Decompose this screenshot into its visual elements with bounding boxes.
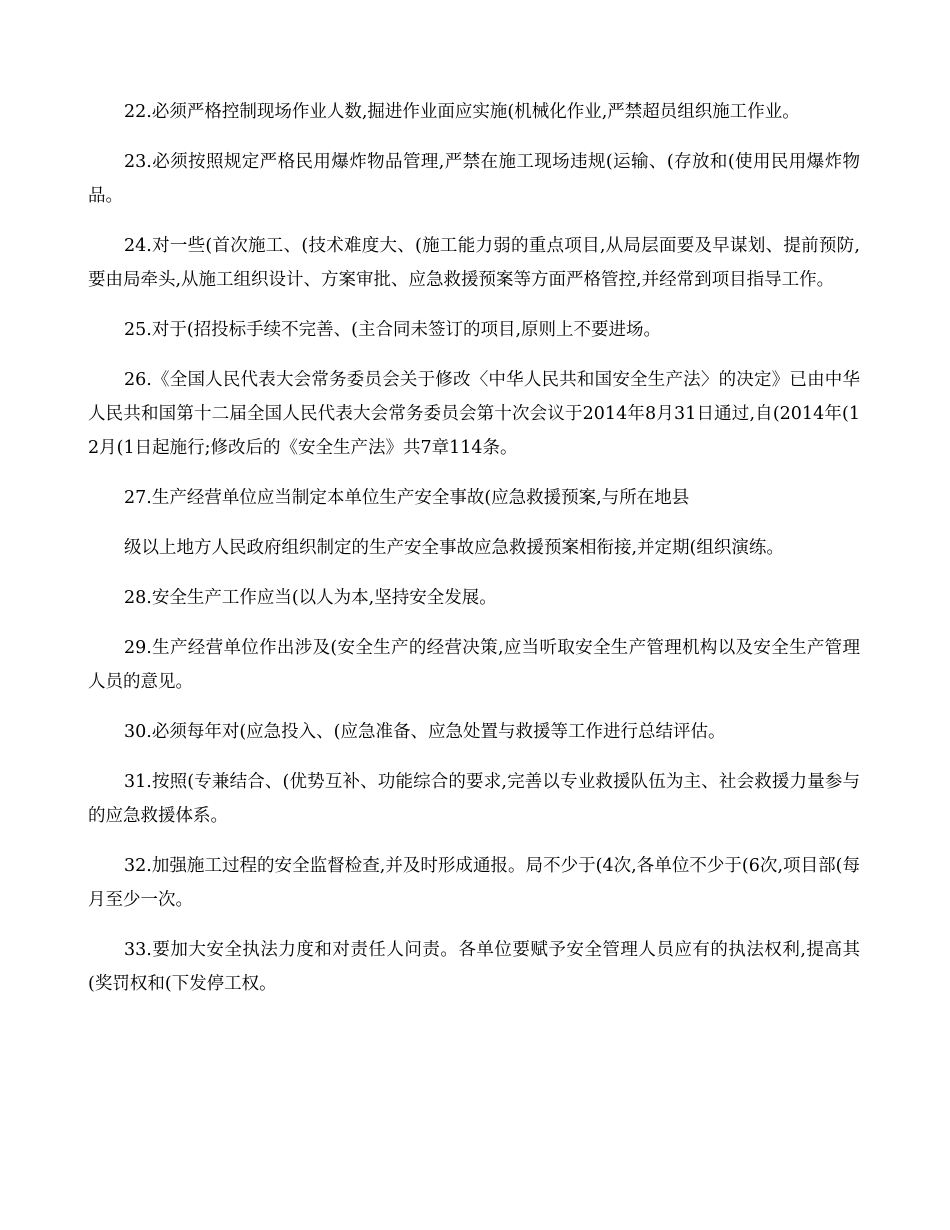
paragraph-25: 25.对于(招投标手续不完善、(主合同未签订的项目,原则上不要进场。 <box>124 320 662 340</box>
paragraph-27-continued: 级以上地方人民政府组织制定的生产安全事故应急救援预案相衔接,并定期(组织演练。 <box>124 538 784 558</box>
paragraph-26: 26.《全国人民代表大会常务委员会关于修改〈中华人民共和国安全生产法〉的决定》已由中华人民共和国第十二届全国人民代表大会常务委员会第十次会议于2014年8月31日通过,自(2014年(12月(1日起施行;修改后的《安全生产法》共7章114条。 <box>88 370 860 458</box>
document-body <box>88 95 860 1017</box>
paragraph-28: 28.安全生产工作应当(以人为本,坚持安全发展。 <box>124 588 497 608</box>
paragraph-22: 22.必须严格控制现场作业人数,掘进作业面应实施(机械化作业,严禁超员组织施工作业。 <box>124 102 800 122</box>
paragraph-33: 33.要加大安全执法力度和对责任人问责。各单位要赋予安全管理人员应有的执法权利,提高其(奖罚权和(下发停工权。 <box>88 940 860 994</box>
paragraph-29: 29.生产经营单位作出涉及(安全生产的经营决策,应当听取安全生产管理机构以及安全生产管理人员的意见。 <box>88 638 860 692</box>
paragraph-30: 30.必须每年对(应急投入、(应急准备、应急处置与救援等工作进行总结评估。 <box>124 722 726 742</box>
paragraph-32: 32.加强施工过程的安全监督检查,并及时形成通报。局不少于(4次,各单位不少于(6次,项目部(每月至少一次。 <box>88 856 860 910</box>
paragraph-24: 24.对一些(首次施工、(技术难度大、(施工能力弱的重点项目,从局层面要及早谋划、提前预防,要由局牵头,从施工组织设计、方案审批、应急救援预案等方面严格管控,并经常到项目指导工作。 <box>88 236 860 290</box>
paragraph-31: 31.按照(专兼结合、(优势互补、功能综合的要求,完善以专业救援队伍为主、社会救援力量参与的应急救援体系。 <box>88 772 860 826</box>
paragraph-27: 27.生产经营单位应当制定本单位生产安全事故(应急救援预案,与所在地县 <box>124 488 690 508</box>
paragraph-23: 23.必须按照规定严格民用爆炸物品管理,严禁在施工现场违规(运输、(存放和(使用民用爆炸物品。 <box>88 152 860 206</box>
